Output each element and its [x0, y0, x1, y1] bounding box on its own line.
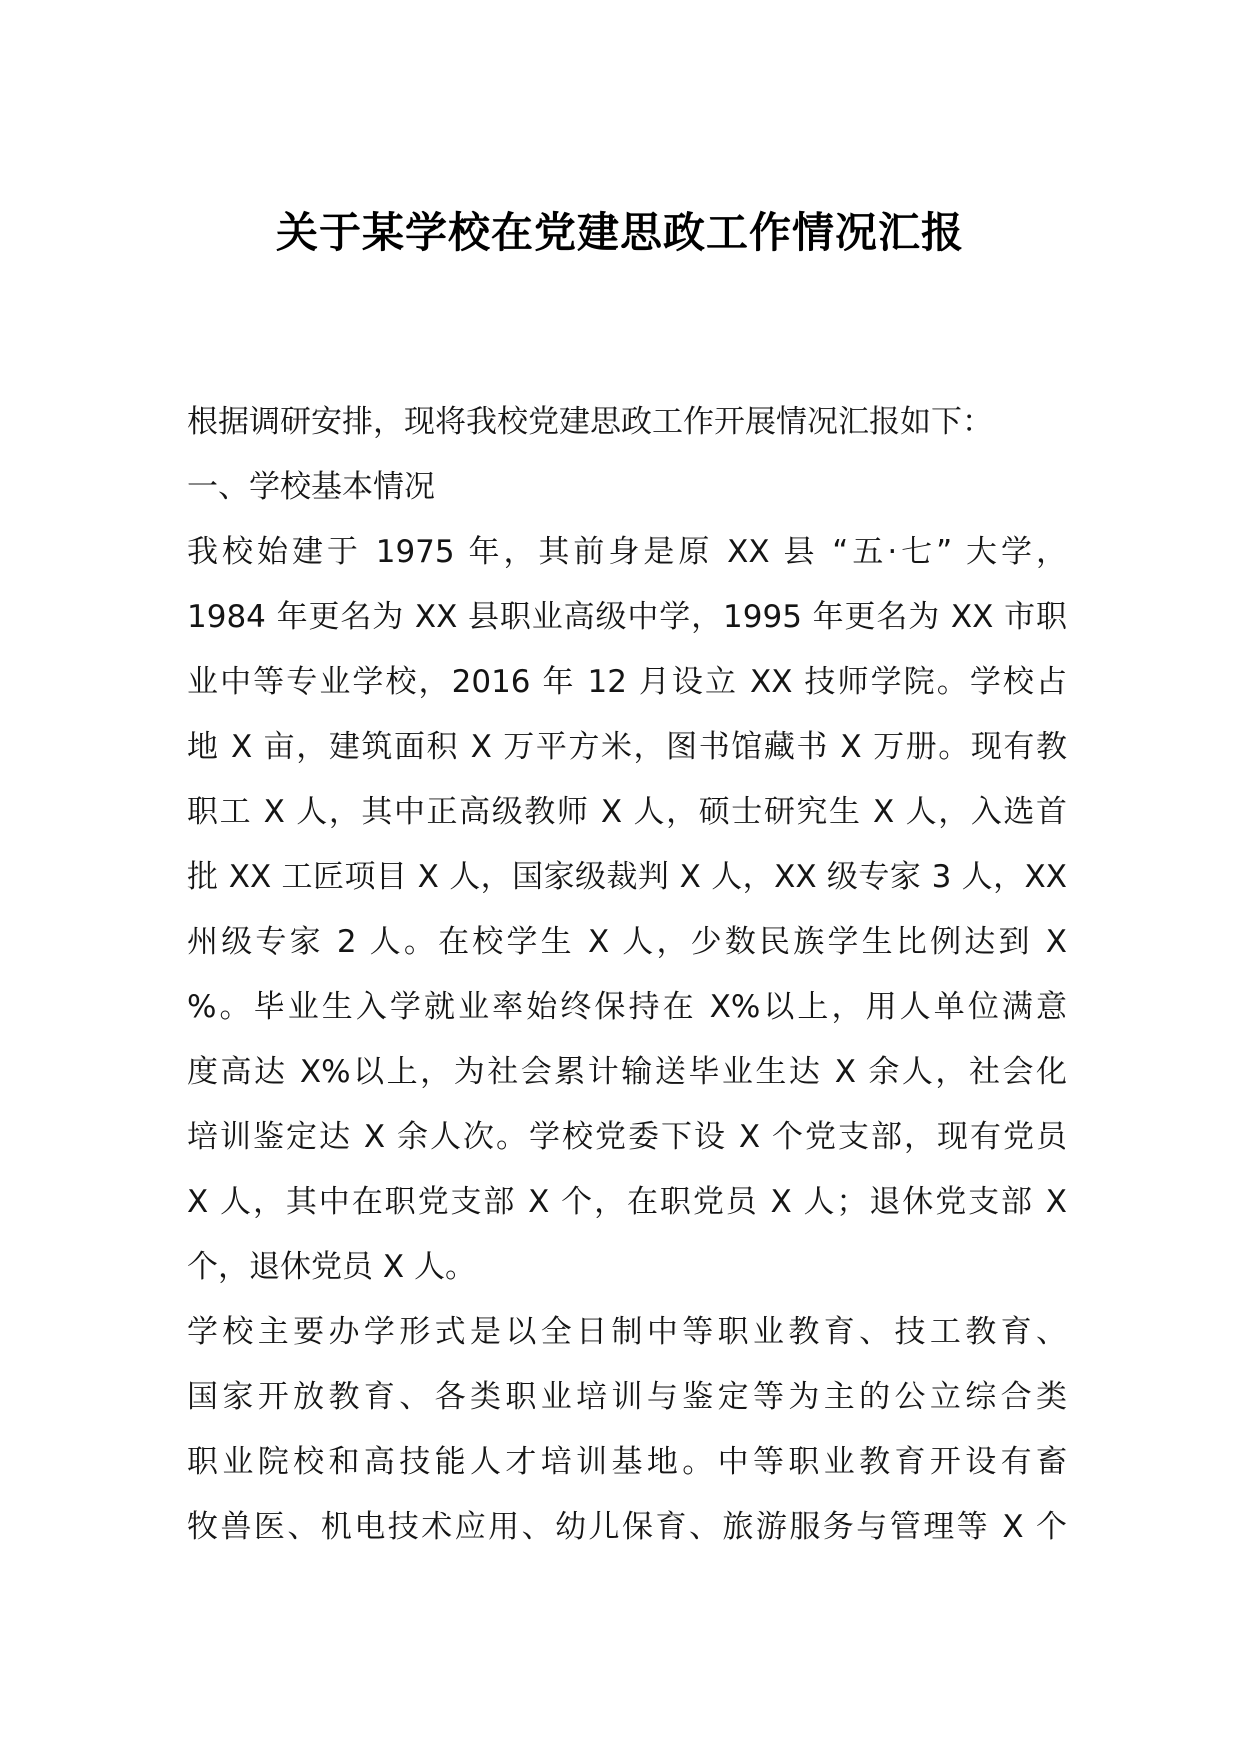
intro-line: 根据调研安排，现将我校党建思政工作开展情况汇报如下： — [187, 404, 993, 440]
section-heading: 一、学校基本情况 — [187, 469, 435, 505]
paragraph-line: %。毕业生入学就业率始终保持在 X%以上，用人单位满意 — [187, 989, 1067, 1025]
paragraph-line: 业中等专业学校，2016 年 12 月设立 XX 技师学院。学校占 — [187, 664, 1067, 700]
paragraph-line: X 人，其中在职党支部 X 个，在职党员 X 人；退休党支部 X — [187, 1184, 1067, 1220]
paragraph-line: 地 X 亩，建筑面积 X 万平方米，图书馆藏书 X 万册。现有教 — [187, 729, 1067, 765]
paragraph-line: 职工 X 人，其中正高级教师 X 人，硕士研究生 X 人，入选首 — [187, 794, 1067, 830]
paragraph-line: 国家开放教育、各类职业培训与鉴定等为主的公立综合类 — [187, 1379, 1067, 1415]
paragraph-line: 批 XX 工匠项目 X 人，国家级裁判 X 人，XX 级专家 3 人，XX — [187, 859, 1067, 895]
paragraph-line: 州级专家 2 人。在校学生 X 人，少数民族学生比例达到 X — [187, 924, 1067, 960]
paragraph-line: 我校始建于 1975 年，其前身是原 XX 县 “五·七” 大学， — [187, 534, 1067, 570]
paragraph-school-history — [187, 520, 1067, 1300]
paragraph-line: 牧兽医、机电技术应用、幼儿保育、旅游服务与管理等 X 个 — [187, 1509, 1067, 1545]
paragraph-line: 职业院校和高技能人才培训基地。中等职业教育开设有畜 — [187, 1444, 1067, 1480]
paragraph-line: 度高达 X%以上，为社会累计输送毕业生达 X 余人，社会化 — [187, 1054, 1067, 1090]
document-title: 关于某学校在党建思政工作情况汇报 — [275, 208, 964, 257]
paragraph-line: 学校主要办学形式是以全日制中等职业教育、技工教育、 — [187, 1314, 1067, 1350]
paragraph-line: 培训鉴定达 X 余人次。学校党委下设 X 个党支部，现有党员 — [187, 1119, 1067, 1155]
document-body — [187, 390, 1067, 1560]
paragraph-school-programs — [187, 1300, 1067, 1560]
paragraph-line: 1984 年更名为 XX 县职业高级中学，1995 年更名为 XX 市职 — [187, 599, 1067, 635]
paragraph-line: 个，退休党员 X 人。 — [187, 1249, 476, 1285]
